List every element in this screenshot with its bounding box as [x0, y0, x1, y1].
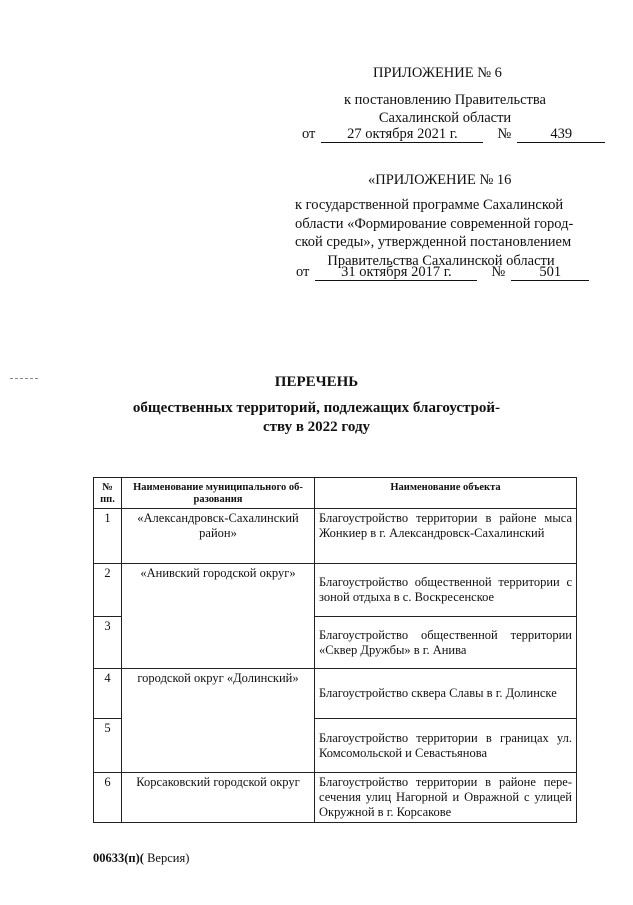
- footer-code: [93, 851, 189, 866]
- list-title: ПЕРЕЧЕНЬ: [274, 374, 359, 390]
- from-label-2: от: [296, 264, 310, 280]
- row-object: Благоустройство территории в границах ул. Комсомольской и Севастьянова: [315, 719, 577, 773]
- row-num: 4: [94, 669, 122, 719]
- table-header-row: [94, 478, 577, 509]
- row-municipality: Корсаковский городской округ: [122, 773, 315, 823]
- table-row: [94, 773, 577, 823]
- header-municipality: Наименование муниципального об-разования: [122, 478, 315, 509]
- appendix-16-text: [295, 196, 587, 270]
- footer-code-text: 00633(п)(: [93, 851, 144, 865]
- number-label-2: №: [491, 264, 506, 280]
- appendix-6-region: Сахалинской области: [378, 110, 512, 126]
- appendix-16-line2: области «Формирование современной город-: [295, 215, 574, 232]
- appendix-6-number: 439: [517, 126, 605, 143]
- row-object: Благоустройство территории в районе пере-сечения улиц Нагорной и Овражной с улицей Окружной в г. Корсакове: [315, 773, 577, 823]
- territories-table: [93, 477, 577, 823]
- row-num: 5: [94, 719, 122, 773]
- list-subtitle-2: ству в 2022 году: [262, 419, 371, 435]
- row-municipality: «Александровск-Сахалинский район»: [122, 509, 315, 564]
- row-object: Благоустройство сквера Славы в г. Долинске: [315, 669, 577, 719]
- row-num: 1: [94, 509, 122, 564]
- appendix-6-date: 27 октября 2021 г.: [321, 126, 483, 143]
- appendix-16-line1: к государственной программе Сахалинской: [295, 197, 564, 213]
- row-object: Благоустройство общественной территории с зоной отдыха в с. Воскресенское: [315, 564, 577, 617]
- appendix-16-date: 31 октября 2017 г.: [315, 264, 477, 281]
- appendix-16-line4: Правительства Сахалинской области: [327, 252, 555, 269]
- table-row: [94, 669, 577, 719]
- row-num: 6: [94, 773, 122, 823]
- footer-version: Версия): [143, 851, 190, 865]
- header-object: Наименование объекта: [315, 478, 577, 509]
- table-row: [94, 564, 577, 617]
- list-subtitle-1: общественных территорий, подлежащих благоустрой-: [132, 400, 501, 416]
- table-row: [94, 509, 577, 564]
- row-object: Благоустройство территории в районе мыса Жонкиер в г. Александровск-Сахалинский: [315, 509, 577, 564]
- from-label: от: [302, 126, 316, 142]
- appendix-16-date-row: [296, 264, 589, 281]
- appendix-16-line3: ской среды», утвержденной постановлением: [295, 234, 572, 250]
- appendix-6-title: ПРИЛОЖЕНИЕ № 6: [373, 65, 502, 81]
- appendix-6-to: к постановлению Правительства: [344, 92, 546, 108]
- row-num: 2: [94, 564, 122, 617]
- row-object: Благоустройство общественной территории «Сквер Дружбы» в г. Анива: [315, 617, 577, 669]
- row-municipality: «Анивский городской округ»: [122, 564, 315, 669]
- number-label: №: [497, 126, 512, 142]
- header-num: № пп.: [94, 478, 122, 509]
- row-num: 3: [94, 617, 122, 669]
- appendix-16-title: «ПРИЛОЖЕНИЕ № 16: [368, 172, 512, 188]
- appendix-6-date-row: [302, 126, 605, 143]
- row-municipality: городской округ «Долинский»: [122, 669, 315, 773]
- appendix-16-number: 501: [511, 264, 589, 281]
